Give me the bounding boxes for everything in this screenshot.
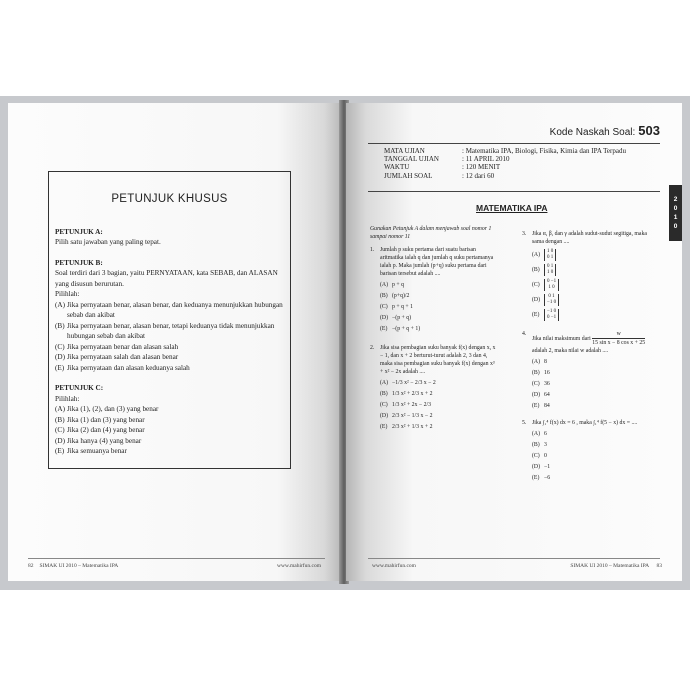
meta-key: TANGGAL UJIAN (384, 155, 439, 164)
answer-text: 64 (544, 392, 550, 398)
tab-char: 2 (673, 196, 678, 203)
answer-text: 2/3 x² − 1/3 x − 2 (392, 413, 433, 419)
answer-option (380, 379, 498, 387)
answer-option (532, 463, 658, 471)
answer-letter: (B) (380, 293, 388, 299)
matrix-row: 0 1 (547, 264, 554, 269)
petunjuk-c-pilihlah: Pilihlah: (55, 394, 80, 403)
left-footer (28, 563, 118, 569)
answer-letter: (C) (532, 453, 540, 459)
option-item (55, 404, 284, 415)
question-text: adalah 2, maka nilai w adalah .... (532, 348, 609, 354)
answer-letter: (A) (380, 282, 389, 288)
answer-text: −6 (544, 475, 551, 481)
option-letter: (E) (55, 363, 65, 372)
option-item (55, 446, 284, 457)
answer-text: 2/3 x² + 1/3 x + 2 (392, 424, 433, 430)
question-text: Jumlah p suku pertama dari suatu barisan aritmatika ialah q dan jumlah q suku pertamanya ialah p. Maka jumlah (p+q) suku pertama dari barisan tersebut adalah .... (380, 247, 494, 277)
option-text: Jika semuanya benar (67, 447, 127, 455)
answer-letter: (B) (532, 370, 540, 376)
option-letter: (E) (55, 447, 65, 455)
answer-text: 1/3 x² + 2x − 2/3 (392, 402, 432, 408)
answer-option (532, 430, 658, 438)
footer-title: SIMAK UI 2010 – Matematika IPA (570, 563, 650, 569)
answer-letter: (B) (532, 267, 540, 273)
question-column-right (522, 225, 658, 482)
question-text: Jika α, β, dan γ adalah sudut-sudut segitiga, maka (532, 231, 647, 237)
matrix-row: 0 1 (547, 255, 554, 260)
answer-text: 8 (544, 359, 547, 365)
answer-letter: (A) (380, 380, 389, 386)
answer-option (532, 474, 658, 482)
footer-url: www.mahirfun.com (277, 563, 321, 569)
matrix-row: −1 0 (547, 309, 557, 314)
answer-letter: (E) (532, 312, 540, 318)
option-text: Jika (2) dan (4) yang benar (67, 426, 145, 434)
answer-letter: (D) (532, 392, 541, 398)
answer-option (532, 264, 658, 276)
answer-letter: (E) (532, 403, 540, 409)
answer-letter: (A) (532, 431, 541, 437)
question (370, 246, 498, 278)
answer-option (380, 401, 498, 409)
option-text: Jika pernyataan benar, alasan benar, tetapi keduanya tidak menunjukkan hubungan sebab dan akibat (67, 321, 275, 340)
question-number: 2. (370, 345, 375, 351)
answer-option (532, 402, 658, 410)
question-number: 5. (522, 420, 527, 426)
kode-naskah (550, 123, 660, 138)
answer-letter: (D) (532, 297, 541, 303)
exam-metadata (384, 147, 626, 180)
meta-value: : Matematika IPA, Biologi, Fisika, Kimia dan IPA Terpadu (462, 147, 626, 155)
answer-option (380, 292, 498, 300)
meta-row (384, 147, 626, 155)
meta-value: : 12 dari 60 (462, 171, 495, 180)
right-page (346, 103, 682, 581)
question-text: sama dengan .... (532, 239, 570, 245)
petunjuk-b-text-2: yang disusun berurutan. (55, 279, 124, 288)
petunjuk-a-heading: PETUNJUK A: (55, 227, 103, 236)
instruction: Gunakan Petunjuk A dalam menjawab soal nomor 1 sampai nomor 11 (370, 226, 492, 240)
meta-value: : 120 MENIT (462, 163, 501, 172)
question-number: 3. (522, 231, 527, 237)
answer-letter: (E) (532, 475, 540, 481)
answer-letter: (C) (380, 304, 388, 310)
answer-option (532, 309, 658, 321)
option-text: Jika hanya (4) yang benar (67, 436, 142, 445)
answer-option (532, 441, 658, 449)
answer-letter: (D) (532, 464, 541, 470)
answer-option (532, 249, 658, 261)
answer-option (532, 380, 658, 388)
tab-char: 0 (673, 205, 678, 212)
option-item (55, 415, 284, 426)
answer-option (380, 390, 498, 398)
answer-option (532, 358, 658, 366)
answer-option (380, 423, 498, 431)
answer-text: −(p + q + 1) (392, 326, 421, 332)
petunjuk-a-text: Pilih satu jawaban yang paling tepat. (55, 238, 161, 246)
petunjuk-c-heading: PETUNJUK C: (55, 384, 104, 392)
answer-option (380, 281, 498, 289)
footer-line (368, 558, 660, 559)
answer-text: (p+q)/2 (392, 293, 410, 299)
question-number: 4. (522, 331, 527, 337)
option-item (55, 436, 284, 447)
answer-option (380, 412, 498, 420)
answer-option (380, 325, 498, 333)
option-letter: (D) (55, 353, 65, 361)
option-letter: (A) (55, 300, 65, 309)
option-letter: (C) (55, 342, 65, 351)
answer-option (532, 452, 658, 460)
answer-option (380, 303, 498, 311)
meta-row (384, 163, 626, 171)
option-text: Jika (1), (2), dan (3) yang benar (67, 405, 159, 413)
question-column-left (370, 225, 498, 431)
meta-row (384, 172, 626, 180)
option-letter: (D) (55, 436, 65, 445)
option-text: Jika pernyataan dan alasan keduanya salah (67, 363, 190, 372)
option-item (55, 321, 284, 342)
page-number: 83 (656, 563, 662, 569)
question (522, 419, 658, 427)
subject-title: MATEMATIKA IPA (476, 203, 548, 213)
answer-text: 84 (544, 403, 550, 409)
answer-option (532, 279, 658, 291)
option-text: Jika pernyataan salah dan alasan benar (67, 353, 179, 361)
option-text: Jika pernyataan benar dan alasan salah (67, 342, 179, 351)
answer-text: 36 (544, 381, 550, 387)
answer-option (532, 391, 658, 399)
matrix-row: 1 0 (548, 285, 555, 290)
kode-label: Kode Naskah Soal: (549, 127, 636, 138)
answer-option (532, 369, 658, 377)
header-rule (368, 143, 660, 144)
answer-option (532, 294, 658, 306)
footer-url: www.mahirfun.com (372, 563, 416, 569)
question-text: Jika sisa pembagian suku banyak f(x) dengan x, x − 1, dan x + 2 berturut-turut adalah 2, 3 dan 4, maka sisa pembagian suku banyak f(x) dengan x³ + x² − 2x adalah .... (380, 345, 496, 375)
meta-key: MATA UJIAN (384, 147, 425, 155)
question-text-part: Jika nilai maksimum dari (532, 335, 593, 342)
tab-char: 0 (673, 223, 678, 230)
fraction-bottom: 15 sin x − 8 cos x + 25 (592, 340, 646, 346)
answer-letter: (A) (532, 359, 541, 365)
answer-letter: (C) (532, 282, 540, 288)
answer-text: 3 (544, 442, 547, 448)
year-tab (669, 185, 682, 241)
question (370, 344, 498, 376)
answer-letter: (E) (380, 326, 388, 332)
answer-text: 0 (544, 453, 547, 459)
kode-value: 503 (638, 123, 660, 138)
meta-row (384, 155, 626, 163)
question-text (532, 330, 645, 347)
meta-key: JUMLAH SOAL (384, 171, 433, 180)
answer-letter: (B) (532, 442, 540, 448)
answer-matrix (544, 264, 556, 276)
answer-text: 6 (544, 431, 547, 437)
answer-text: p + q (392, 282, 404, 288)
option-item (55, 425, 284, 436)
petunjuk-b-heading: PETUNJUK B: (55, 258, 103, 267)
option-letter: (B) (55, 321, 65, 330)
answer-text: p + q + 1 (392, 304, 414, 310)
petunjuk-b-text: Soal terdiri dari 3 bagian, yaitu PERNYATAAN, kata SEBAB, dan ALASAN (55, 269, 278, 277)
answer-letter: (B) (380, 391, 388, 397)
answer-letter: (D) (380, 315, 389, 321)
fraction (592, 330, 645, 347)
page-number: 82 (28, 563, 34, 569)
footer-line (28, 558, 325, 559)
option-item (55, 300, 284, 321)
answer-letter: (C) (532, 381, 540, 387)
option-item (55, 342, 284, 353)
answer-letter: (A) (532, 252, 541, 258)
answer-text: 1/3 x² + 2/3 x + 2 (392, 391, 433, 397)
matrix-row: −1 0 (547, 300, 557, 305)
answer-letter: (C) (380, 402, 388, 408)
matrix-row: 0 −1 (547, 279, 557, 284)
footer-title: SIMAK UI 2010 – Matematika IPA (39, 563, 119, 569)
answer-text: −1/3 x² − 2/3 x − 2 (392, 380, 436, 386)
answer-matrix (544, 249, 556, 261)
option-item (55, 363, 284, 374)
question (522, 230, 658, 238)
meta-value: : 11 APRIL 2010 (462, 155, 510, 164)
header-rule-2 (368, 191, 660, 192)
question-number: 1. (370, 247, 375, 253)
matrix-row: 1 0 (547, 249, 554, 254)
answer-text: −(p + q) (392, 315, 412, 321)
option-item (55, 352, 284, 363)
option-letter: (C) (55, 426, 65, 434)
matrix-row: 0 1 (548, 294, 555, 299)
option-text: Jika (1) dan (3) yang benar (67, 415, 145, 424)
option-text: Jika pernyataan benar, alasan benar, dan keduanya menunjukkan hubungan sebab dan akibat (67, 300, 283, 319)
option-letter: (A) (55, 405, 65, 413)
petunjuk-box (48, 171, 291, 469)
answer-letter: (D) (380, 413, 389, 419)
fraction-top: w (592, 330, 645, 339)
option-letter: (B) (55, 415, 65, 424)
left-page (8, 103, 345, 581)
answer-text: −1 (544, 464, 551, 470)
answer-matrix (544, 294, 559, 306)
answer-matrix (544, 309, 559, 321)
answer-text: 16 (544, 370, 550, 376)
matrix-row: 0 −1 (547, 315, 557, 320)
question (522, 330, 658, 347)
meta-key: WAKTU (384, 163, 410, 172)
right-footer (570, 563, 662, 569)
question-text: Jika ∫₁⁴ f(x) dx = 6 , maka ∫₁⁴ f(5 − x) dx = .... (532, 420, 638, 426)
tab-char: 1 (673, 214, 678, 221)
answer-matrix (544, 279, 559, 291)
petunjuk-b-pilihlah: Pilihlah: (55, 290, 80, 298)
answer-letter: (E) (380, 424, 388, 430)
answer-option (380, 314, 498, 322)
box-title: PETUNJUK KHUSUS (111, 193, 228, 205)
matrix-row: 1 0 (547, 270, 554, 275)
